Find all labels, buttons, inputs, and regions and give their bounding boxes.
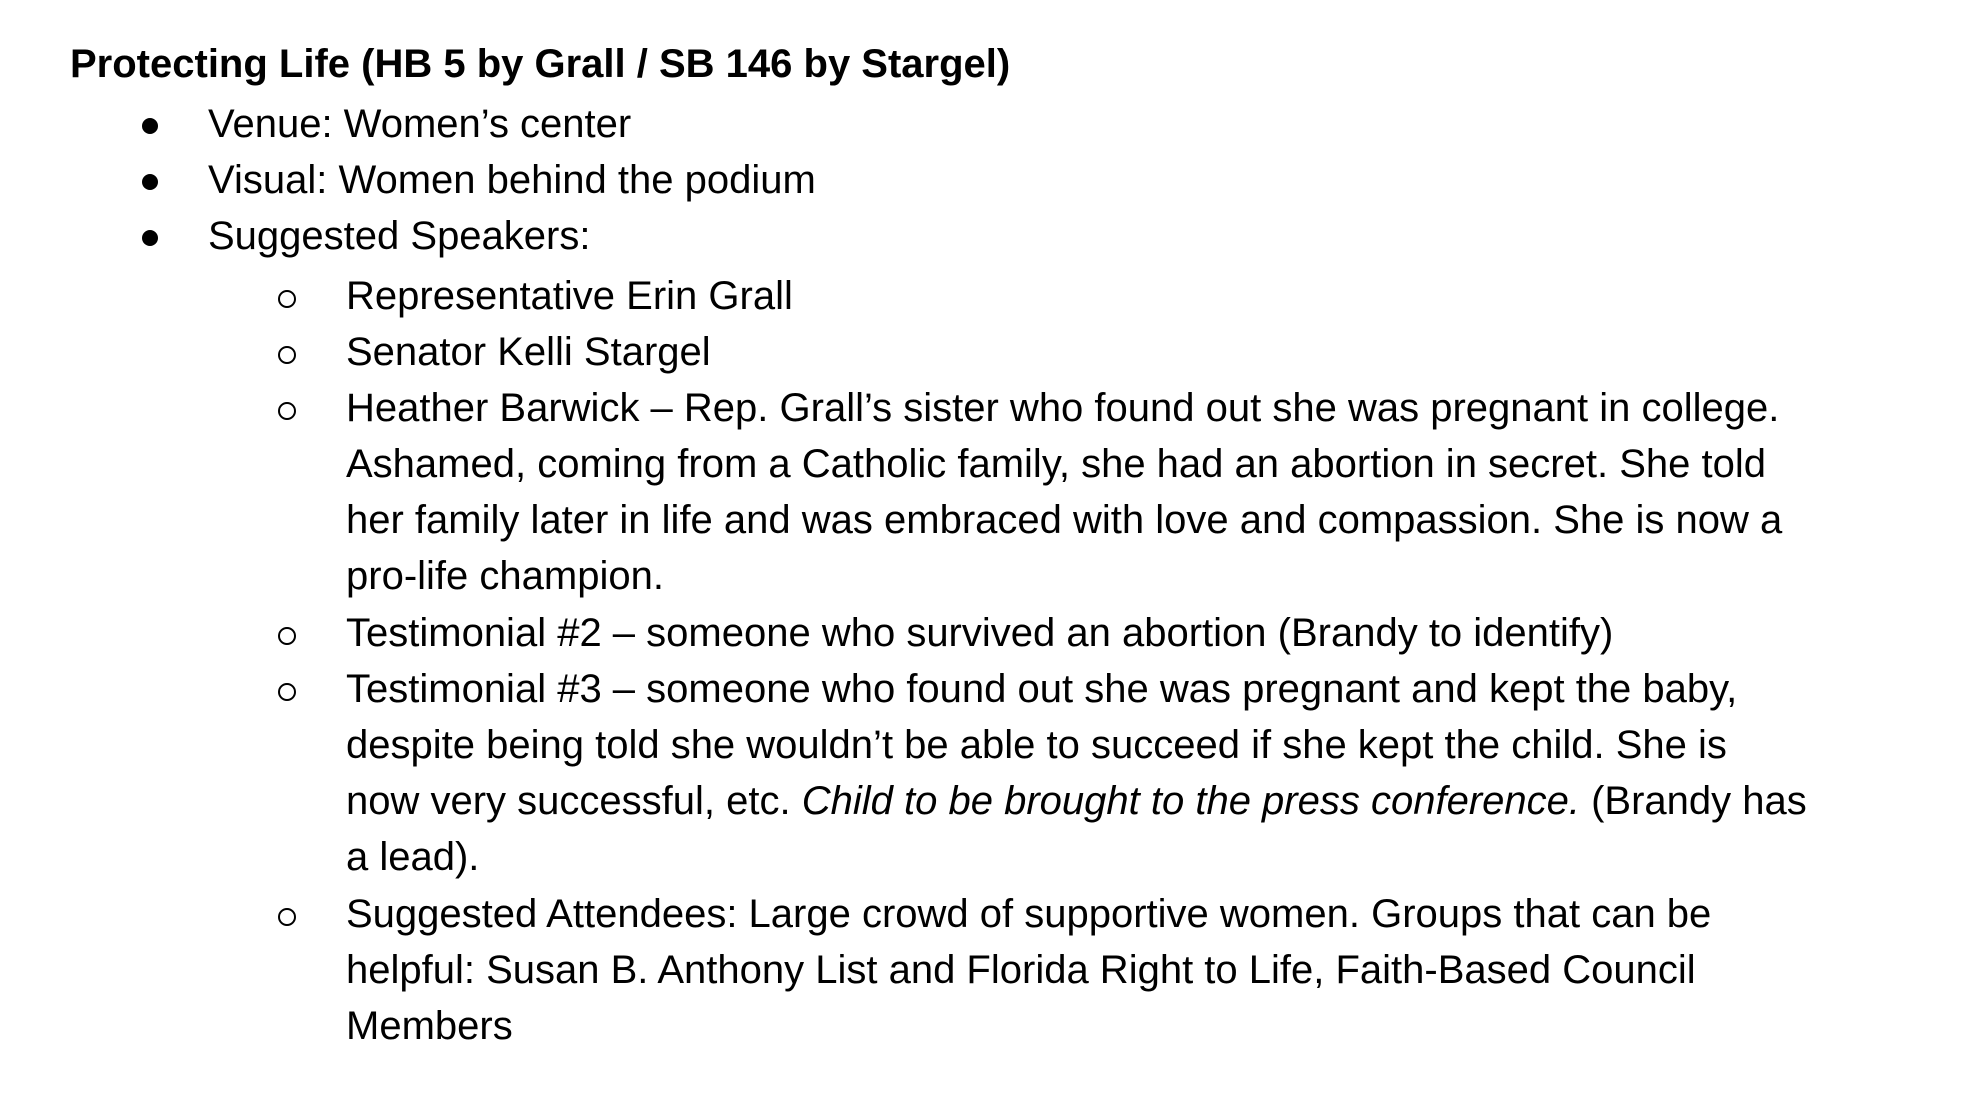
bullet-text: Suggested Speakers: bbox=[208, 214, 591, 258]
speaker-text: Testimonial #3 – someone who found out she was pregnant and kept the baby, despite being told she wouldn’t be able to succeed if she kept the child. She is now very successful, etc. Child to be brought to the press conference. (Brandy has a lead). bbox=[346, 667, 1807, 879]
circle-bullet-icon bbox=[278, 402, 296, 420]
bullet-icon bbox=[142, 174, 158, 190]
speaker-text: Testimonial #2 – someone who survived an abortion (Brandy to identify) bbox=[346, 611, 1614, 655]
circle-bullet-icon bbox=[278, 683, 296, 701]
bullet-icon bbox=[142, 230, 158, 246]
bullet-text: Venue: Women’s center bbox=[208, 102, 632, 146]
speaker-text: Senator Kelli Stargel bbox=[346, 330, 711, 374]
speaker-text: Suggested Attendees: Large crowd of supportive women. Groups that can be helpful: Susan B. Anthony List and Florida Right to Life, Faith-Based Council Members bbox=[346, 892, 1712, 1048]
circle-bullet-icon bbox=[278, 290, 296, 308]
circle-bullet-icon bbox=[278, 908, 296, 926]
bullet-icon bbox=[142, 118, 158, 134]
circle-bullet-icon bbox=[278, 346, 296, 364]
speaker-text: Representative Erin Grall bbox=[346, 274, 793, 318]
bullet-text: Visual: Women behind the podium bbox=[208, 158, 816, 202]
speaker-text: Heather Barwick – Rep. Grall’s sister who found out she was pregnant in college. Ashamed, coming from a Catholic family, she had an abortion in secret. She told her family later in life and was embraced with love and compassion. She is now a pro-life champion. bbox=[346, 386, 1783, 598]
italic-note: Child to be brought to the press conference. bbox=[801, 779, 1580, 823]
circle-bullet-icon bbox=[278, 627, 296, 645]
section-heading: Protecting Life (HB 5 by Grall / SB 146 by Stargel) bbox=[70, 42, 1011, 86]
